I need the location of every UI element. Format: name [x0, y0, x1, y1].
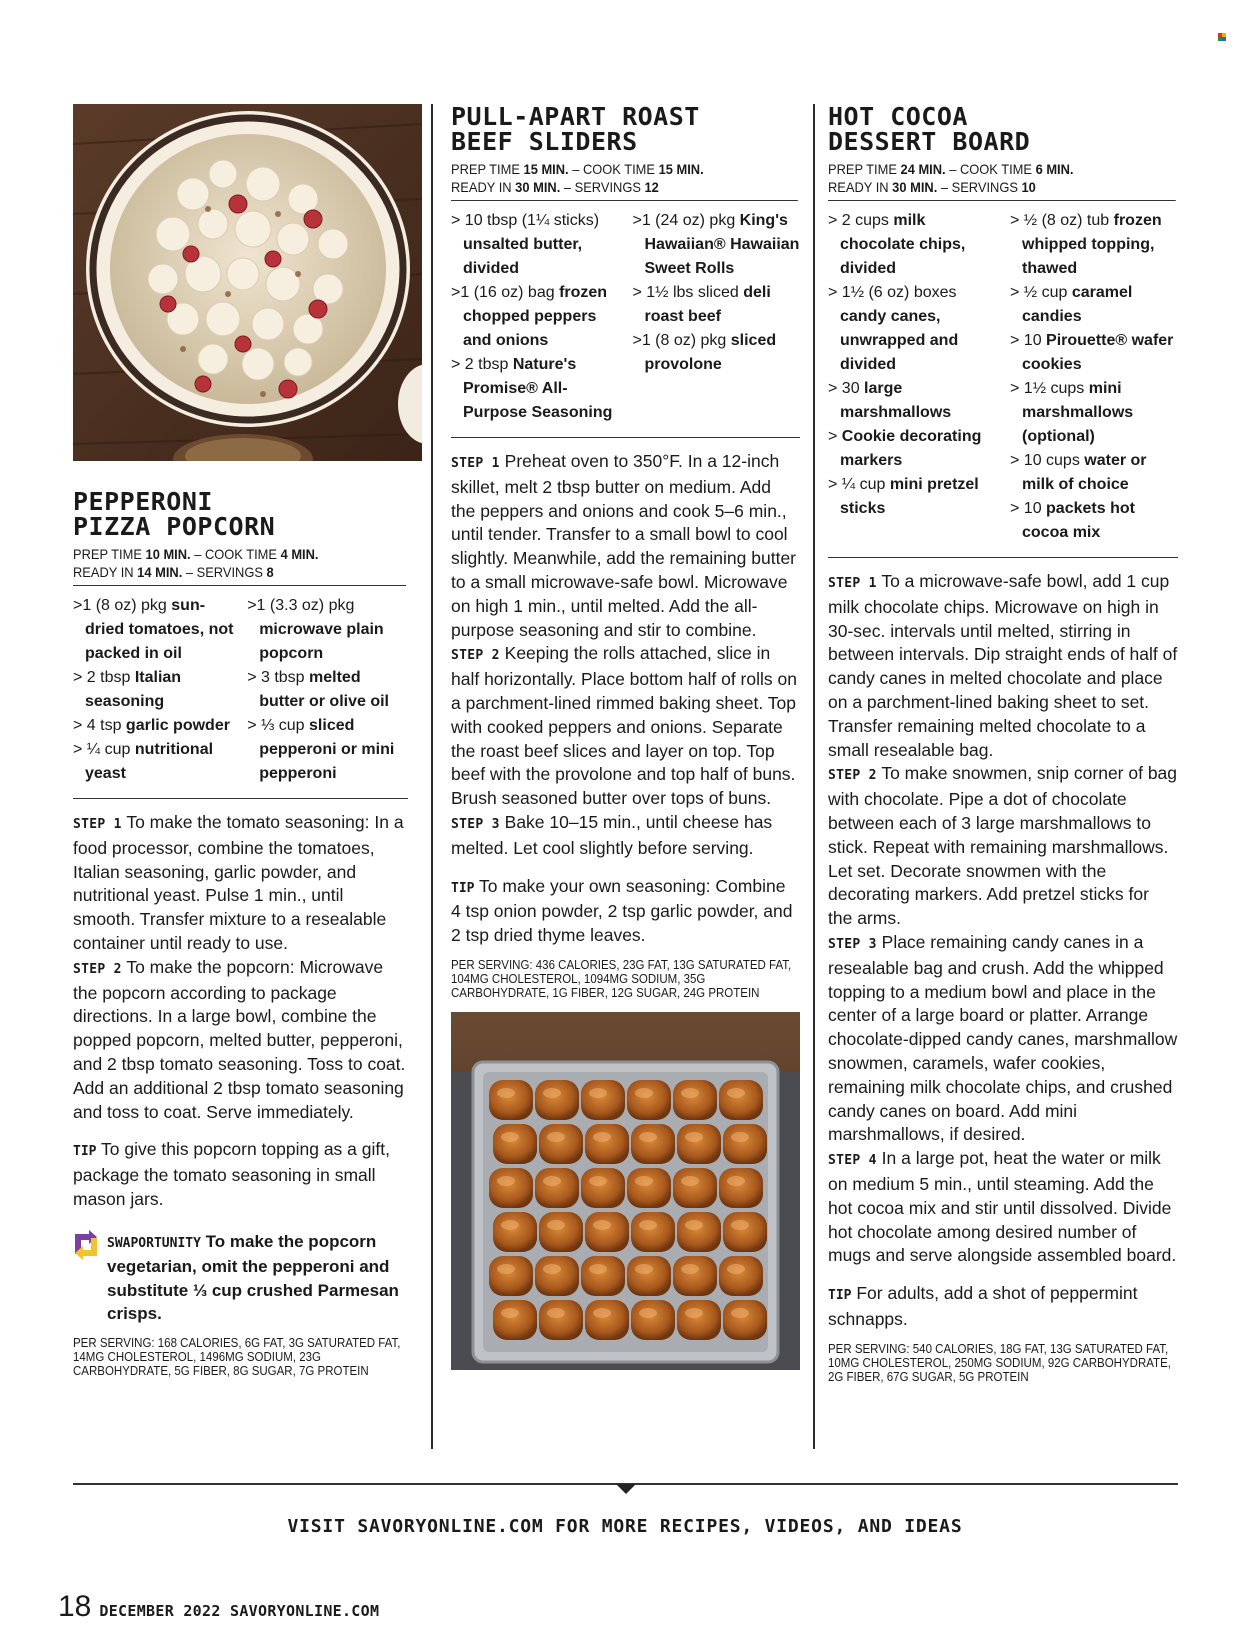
- tip: [828, 1282, 1178, 1332]
- slider-bun: [723, 1212, 767, 1252]
- nutrition-info: PER SERVING: 436 CALORIES, 23G FAT, 13G SATURATED FAT, 104MG CHOLESTEROL, 1094MG SODIUM, 35G CARBOHYDRATE, 1G FIBER, 12G SUGAR, 24G PROTEIN: [451, 957, 792, 1000]
- ingredients-list: [73, 594, 408, 799]
- slider-bun: [585, 1300, 629, 1340]
- ingredient-name: mini pretzel sticks: [840, 476, 979, 517]
- ingredient-name: deli roast beef: [644, 284, 771, 325]
- footer-pointer: [616, 1484, 636, 1494]
- cook-time: 4 MIN.: [280, 546, 319, 562]
- sliders-photo: [451, 1012, 800, 1370]
- bun-highlight: [497, 1264, 515, 1274]
- tip: [451, 875, 800, 948]
- ingredient-name: garlic powder: [125, 717, 230, 734]
- recipe-roast-beef-sliders: [451, 104, 800, 1370]
- slider-bun: [489, 1080, 533, 1120]
- ingredient-quantity: > 2 tbsp: [73, 669, 135, 686]
- slider-bun: [673, 1168, 717, 1208]
- swap-arrows-icon: [73, 1230, 99, 1260]
- ingredient-quantity: > ½ (8 oz) tub: [1010, 212, 1114, 229]
- ingredient-quantity: > 3 tbsp: [247, 669, 310, 686]
- ingredients-column-right: [632, 209, 800, 425]
- issue-line: DECEMBER 2022 SAVORYONLINE.COM: [99, 1602, 380, 1620]
- step-text: Bake 10–15 min., until cheese has melted. Let cool slightly before serving.: [451, 811, 773, 858]
- step-text: Place remaining candy canes in a resealable bag and crush. Add the whipped topping to a medium bowl and place in the center of a large board or platter. Arrange chocolate-dipped candy canes, marshmallow snowmen, caramels, wafer cookies, remaining milk chocolate chips, and crushed candy canes on board. Add mini marshmallows, if desired.: [828, 931, 1178, 1145]
- bun-highlight: [593, 1220, 611, 1230]
- ingredient-quantity: > 1½ (6 oz) boxes: [828, 284, 957, 301]
- bun-highlight: [727, 1088, 745, 1098]
- ingredient-name: candy canes, unwrapped and divided: [840, 308, 959, 373]
- ingredient-quantity: > ⅓ cup: [247, 717, 310, 734]
- ingredient-name: packets hot cocoa mix: [1022, 500, 1135, 541]
- tip-text: To give this popcorn topping as a gift, package the tomato seasoning in small mason jars.: [73, 1139, 390, 1209]
- ingredient-item: [73, 666, 234, 714]
- corner-logo-mark: [1218, 33, 1226, 41]
- column-divider-1: [431, 104, 433, 1449]
- step-label: STEP 3: [451, 816, 500, 832]
- bun-highlight: [639, 1132, 657, 1142]
- step-label: STEP 2: [828, 768, 877, 784]
- ingredient-name: unsalted butter, divided: [463, 236, 583, 277]
- step-1: [73, 811, 408, 956]
- step-4: [828, 1147, 1178, 1268]
- bun-highlight: [593, 1132, 611, 1142]
- ingredient-name: frozen chopped peppers and onions: [463, 284, 608, 349]
- step-label: STEP 1: [828, 576, 877, 591]
- step-2: [73, 956, 408, 1125]
- ingredient-item: [632, 281, 800, 329]
- ingredient-quantity: > ¼ cup: [73, 741, 135, 758]
- ingredient-name: sun-dried tomatoes, not packed in oil: [85, 597, 234, 662]
- recipe-meta: [73, 539, 406, 586]
- tip-text: To make your own seasoning: Combine 4 tsp onion powder, 2 tsp garlic powder, and 2 tsp dried thyme leaves.: [451, 875, 793, 946]
- bun-highlight: [543, 1176, 561, 1186]
- ingredient-quantity: >1 (8 oz) pkg: [632, 332, 731, 349]
- recipe-pepperoni-pizza-popcorn: [73, 104, 408, 1378]
- ingredient-quantity: >: [828, 428, 842, 445]
- swap-label: SWAPORTUNITY: [107, 1235, 201, 1251]
- slider-bun: [723, 1300, 767, 1340]
- bun-highlight: [639, 1220, 657, 1230]
- slider-bun: [677, 1212, 721, 1252]
- ingredients-list: [451, 209, 800, 438]
- ingredient-name: melted butter or olive oil: [259, 669, 389, 710]
- ingredient-quantity: > 1½ cups: [1010, 380, 1089, 397]
- bun-highlight: [635, 1088, 653, 1098]
- slider-bun: [581, 1256, 625, 1296]
- ingredient-name: sliced pepperoni or mini pepperoni: [259, 717, 395, 782]
- ingredient-item: [451, 209, 619, 281]
- slider-bun: [489, 1168, 533, 1208]
- popcorn-photo: [73, 104, 422, 461]
- ingredients-column-left: [828, 209, 996, 545]
- ready-time: 30 MIN.: [515, 179, 561, 195]
- title-line-2: BEEF SLIDERS: [451, 127, 638, 156]
- step-label: STEP 3: [828, 936, 877, 952]
- bun-highlight: [501, 1132, 519, 1142]
- bun-highlight: [497, 1088, 515, 1098]
- slider-bun: [585, 1212, 629, 1252]
- swap-text: To make the popcorn vegetarian, omit the pepperoni and substitute ⅓ cup crushed Parmesan crisps.: [107, 1231, 399, 1324]
- bun-highlight: [731, 1132, 749, 1142]
- cook-label: – COOK TIME: [949, 161, 1032, 177]
- ingredient-quantity: >1 (16 oz) bag: [451, 284, 560, 301]
- step-text: To make snowmen, snip corner of bag with chocolate. Pipe a dot of chocolate between each of 3 large marshmallows to stick. Repeat with remaining marshmallows. Let set. Decorate snowmen with the decorating markers. Add pretzel sticks for the arms.: [828, 763, 1178, 929]
- ingredient-item: [1010, 281, 1178, 329]
- ingredient-name: mini marshmallows (optional): [1022, 380, 1134, 445]
- tip-text: For adults, add a shot of peppermint schnapps.: [828, 1283, 1138, 1329]
- step-1: [451, 450, 800, 642]
- recipe-title: [451, 104, 800, 154]
- tip: [73, 1138, 408, 1211]
- servings-label: – SERVINGS: [185, 564, 263, 580]
- ingredient-item: [451, 353, 619, 425]
- bun-highlight: [681, 1176, 699, 1186]
- bun-highlight: [731, 1220, 749, 1230]
- tip-label: TIP: [73, 1144, 97, 1160]
- step-text: To make the tomato seasoning: In a food processor, combine the tomatoes, Italian seasoning, garlic powder, and nutritional yeast. Pulse 1 min., until smooth. Transfer mixture to a resealable container until ready to use.: [73, 812, 404, 953]
- bun-highlight: [543, 1264, 561, 1274]
- servings-label: – SERVINGS: [563, 179, 641, 195]
- bun-highlight: [731, 1308, 749, 1318]
- slider-bun: [631, 1300, 675, 1340]
- ingredient-item: [247, 594, 408, 666]
- prep-time: 24 MIN.: [900, 161, 946, 177]
- step-text: Keeping the rolls attached, slice in half horizontally. Place bottom half of rolls on a parchment-lined rimmed baking sheet. Top with cooked peppers and onions. Separate the roast beef slices and layer on top. Top beef with the provolone and top half of buns. Brush seasoned butter over tops of buns.: [451, 643, 797, 809]
- step-2: [828, 762, 1178, 931]
- bun-highlight: [727, 1264, 745, 1274]
- bun-highlight: [497, 1176, 515, 1186]
- step-text: To a microwave-safe bowl, add 1 cup milk chocolate chips. Microwave on high in 30-sec. intervals until melted, stirring in between intervals. Dip straight ends of half of candy canes in melted chocolate and place on a parchment-lined baking sheet to set. Transfer remaining melted chocolate to a small resealable bag.: [828, 571, 1178, 760]
- ingredient-quantity: > 1½ lbs sliced: [632, 284, 744, 301]
- ingredients-list: [828, 209, 1178, 558]
- ready-time: 30 MIN.: [892, 179, 938, 195]
- ingredient-item: [828, 425, 996, 473]
- cook-time: 15 MIN.: [658, 161, 704, 177]
- ingredient-item: [73, 738, 234, 786]
- step-label: STEP 1: [451, 456, 500, 471]
- slider-bun: [539, 1124, 583, 1164]
- bun-highlight: [501, 1220, 519, 1230]
- ingredient-item: [828, 377, 996, 425]
- slider-bun: [585, 1124, 629, 1164]
- ingredient-item: [1010, 329, 1178, 377]
- ingredient-name: microwave plain popcorn: [259, 621, 384, 662]
- step-label: STEP 1: [73, 817, 122, 832]
- ingredient-quantity: > 10: [1010, 332, 1047, 349]
- ingredient-name: nutritional yeast: [85, 741, 214, 782]
- slider-bun: [677, 1300, 721, 1340]
- column-divider-2: [813, 104, 815, 1449]
- bun-highlight: [589, 1264, 607, 1274]
- step-label: STEP 2: [451, 648, 500, 664]
- swaportunity-callout: [73, 1230, 408, 1326]
- bun-highlight: [685, 1308, 703, 1318]
- ingredient-item: [247, 714, 408, 786]
- step-label: STEP 2: [73, 961, 122, 977]
- cook-time: 6 MIN.: [1035, 161, 1074, 177]
- ingredient-quantity: > 10: [1010, 500, 1047, 517]
- ingredients-column-left: [73, 594, 234, 786]
- bun-highlight: [547, 1220, 565, 1230]
- ingredients-column-left: [451, 209, 619, 425]
- ingredient-item: [1010, 449, 1178, 497]
- slider-bun: [539, 1212, 583, 1252]
- ingredient-item: [1010, 377, 1178, 449]
- bun-highlight: [635, 1176, 653, 1186]
- slider-bun: [719, 1168, 763, 1208]
- ingredient-quantity: >1 (8 oz) pkg: [73, 597, 172, 614]
- ingredient-name: caramel candies: [1022, 284, 1133, 325]
- ingredient-item: [247, 666, 408, 714]
- ingredient-name: sliced provolone: [644, 332, 777, 373]
- bun-highlight: [547, 1308, 565, 1318]
- bun-highlight: [593, 1308, 611, 1318]
- ingredient-quantity: > 10 cups: [1010, 452, 1085, 469]
- ingredient-item: [828, 281, 996, 377]
- slider-bun: [673, 1080, 717, 1120]
- ingredient-name: large marshmallows: [840, 380, 952, 421]
- recipe-meta: [451, 154, 798, 201]
- slider-bun: [723, 1124, 767, 1164]
- ingredient-name: frozen whipped topping, thawed: [1022, 212, 1162, 277]
- slider-bun: [489, 1256, 533, 1296]
- slider-bun: [535, 1080, 579, 1120]
- prep-label: PREP TIME: [451, 161, 520, 177]
- ingredient-quantity: > ½ cup: [1010, 284, 1072, 301]
- bun-highlight: [547, 1132, 565, 1142]
- ingredient-quantity: >1 (3.3 oz) pkg: [247, 597, 355, 614]
- recipe-title: [73, 489, 408, 539]
- folio: [58, 1590, 379, 1624]
- ingredient-quantity: >1 (24 oz) pkg: [632, 212, 740, 229]
- servings: 10: [1021, 179, 1036, 195]
- ingredient-item: [1010, 209, 1178, 281]
- bun-highlight: [727, 1176, 745, 1186]
- ingredient-item: [632, 329, 800, 377]
- step-1: [828, 570, 1178, 762]
- step-3: [828, 931, 1178, 1147]
- ingredient-quantity: > 2 tbsp: [451, 356, 513, 373]
- ready-time: 14 MIN.: [137, 564, 183, 580]
- step-label: STEP 4: [828, 1153, 877, 1169]
- ready-label: READY IN: [451, 179, 512, 195]
- bun-highlight: [501, 1308, 519, 1318]
- ingredient-item: [828, 209, 996, 281]
- page-number: 18: [58, 1590, 92, 1623]
- slider-bun: [535, 1256, 579, 1296]
- bun-highlight: [685, 1132, 703, 1142]
- bun-highlight: [681, 1264, 699, 1274]
- bun-highlight: [543, 1088, 561, 1098]
- recipe-title: [828, 104, 1178, 154]
- step-text: In a large pot, heat the water or milk on medium 5 min., until steaming. Add the hot cocoa mix and stir until dissolved. Divide hot chocolate among desired number of mugs and serve alongside assembled board.: [828, 1148, 1177, 1266]
- title-line-1: PULL-APART ROAST: [451, 102, 700, 131]
- recipe-meta: [828, 154, 1176, 201]
- ready-label: READY IN: [73, 564, 134, 580]
- step-2: [451, 642, 800, 811]
- bun-highlight: [639, 1308, 657, 1318]
- slider-bun: [719, 1256, 763, 1296]
- slider-bun: [581, 1080, 625, 1120]
- step-text: Preheat oven to 350°F. In a 12-inch skillet, melt 2 tbsp butter on medium. Add the peppers and onions and cook 5–6 min., until tender. Transfer to a small bowl to cool slightly. Meanwhile, add the remaining butter to a small microwave-safe bowl. Microwave on high 1 min., until melted. Add the all-purpose seasoning and stir to combine.: [451, 451, 797, 640]
- ingredient-item: [451, 281, 619, 353]
- cook-label: – COOK TIME: [572, 161, 655, 177]
- ingredients-column-right: [247, 594, 408, 786]
- ingredient-quantity: > ¼ cup: [828, 476, 890, 493]
- slider-bun: [627, 1256, 671, 1296]
- bun-highlight: [589, 1176, 607, 1186]
- tip-label: TIP: [828, 1288, 852, 1304]
- title-line-1: HOT COCOA: [828, 102, 968, 131]
- slider-bun: [493, 1212, 537, 1252]
- ingredient-name: Pirouette® wafer cookies: [1022, 332, 1174, 373]
- step-text: To make the popcorn: Microwave the popcorn according to package directions. In a large bowl, combine the popped popcorn, melted butter, pepperoni, and 2 tbsp tomato seasoning. Toss to coat. Add an additional 2 tbsp tomato seasoning and toss to coat. Serve immediately.: [73, 956, 406, 1122]
- nutrition-info: PER SERVING: 540 CALORIES, 18G FAT, 13G SATURATED FAT, 10MG CHOLESTEROL, 250MG SODIUM, 92G CARBOHYDRATE, 2G FIBER, 67G SUGAR, 5G PROTEIN: [828, 1341, 1171, 1384]
- ingredient-quantity: > 4 tsp: [73, 717, 126, 734]
- prep-label: PREP TIME: [73, 546, 142, 562]
- step-3: [451, 811, 800, 861]
- ingredient-name: Italian seasoning: [85, 669, 182, 710]
- ingredient-quantity: > 2 cups: [828, 212, 894, 229]
- ingredient-quantity: > 30: [828, 380, 865, 397]
- slider-bun: [493, 1300, 537, 1340]
- slider-bun: [627, 1168, 671, 1208]
- bun-highlight: [635, 1264, 653, 1274]
- ingredient-item: [632, 209, 800, 281]
- tip-label: TIP: [451, 880, 475, 896]
- title-line-1: PEPPERONI: [73, 487, 213, 516]
- footer-cta[interactable]: VISIT SAVORYONLINE.COM FOR MORE RECIPES, VIDEOS, AND IDEAS: [287, 1516, 963, 1537]
- prep-time: 15 MIN.: [523, 161, 569, 177]
- slider-bun: [493, 1124, 537, 1164]
- servings: 8: [266, 564, 274, 580]
- servings: 12: [644, 179, 659, 195]
- recipe-hot-cocoa-dessert-board: [828, 104, 1178, 1384]
- title-line-2: PIZZA POPCORN: [73, 512, 276, 541]
- nutrition-info: PER SERVING: 168 CALORIES, 6G FAT, 3G SATURATED FAT, 14MG CHOLESTEROL, 1496MG SODIUM, 23G CARBOHYDRATE, 5G FIBER, 8G SUGAR, 7G PROTEIN: [73, 1335, 401, 1378]
- cook-label: – COOK TIME: [194, 546, 277, 562]
- slider-bun: [535, 1168, 579, 1208]
- slider-bun: [673, 1256, 717, 1296]
- bun-highlight: [589, 1088, 607, 1098]
- bun-highlight: [685, 1220, 703, 1230]
- prep-time: 10 MIN.: [145, 546, 191, 562]
- ingredient-item: [73, 594, 234, 666]
- ingredient-item: [73, 714, 234, 738]
- slider-bun: [627, 1080, 671, 1120]
- slider-bun: [677, 1124, 721, 1164]
- ingredients-column-right: [1010, 209, 1178, 545]
- ingredient-quantity: > 10 tbsp (1¼ sticks): [451, 212, 600, 229]
- slider-bun: [581, 1168, 625, 1208]
- prep-label: PREP TIME: [828, 161, 897, 177]
- ingredient-name: Cookie decorating markers: [840, 428, 982, 469]
- ingredient-item: [828, 473, 996, 521]
- ingredient-name: milk chocolate chips, divided: [840, 212, 966, 277]
- title-line-2: DESSERT BOARD: [828, 127, 1031, 156]
- slider-bun: [631, 1212, 675, 1252]
- slider-bun: [539, 1300, 583, 1340]
- ready-label: READY IN: [828, 179, 889, 195]
- slider-bun: [631, 1124, 675, 1164]
- servings-label: – SERVINGS: [940, 179, 1018, 195]
- bun-highlight: [681, 1088, 699, 1098]
- slider-bun: [719, 1080, 763, 1120]
- ingredient-name: water or milk of choice: [1022, 452, 1147, 493]
- ingredient-name: King's Hawaiian® Hawaiian Sweet Rolls: [644, 212, 800, 277]
- ingredient-name: Nature's Promise® All-Purpose Seasoning: [463, 356, 613, 421]
- ingredient-item: [1010, 497, 1178, 545]
